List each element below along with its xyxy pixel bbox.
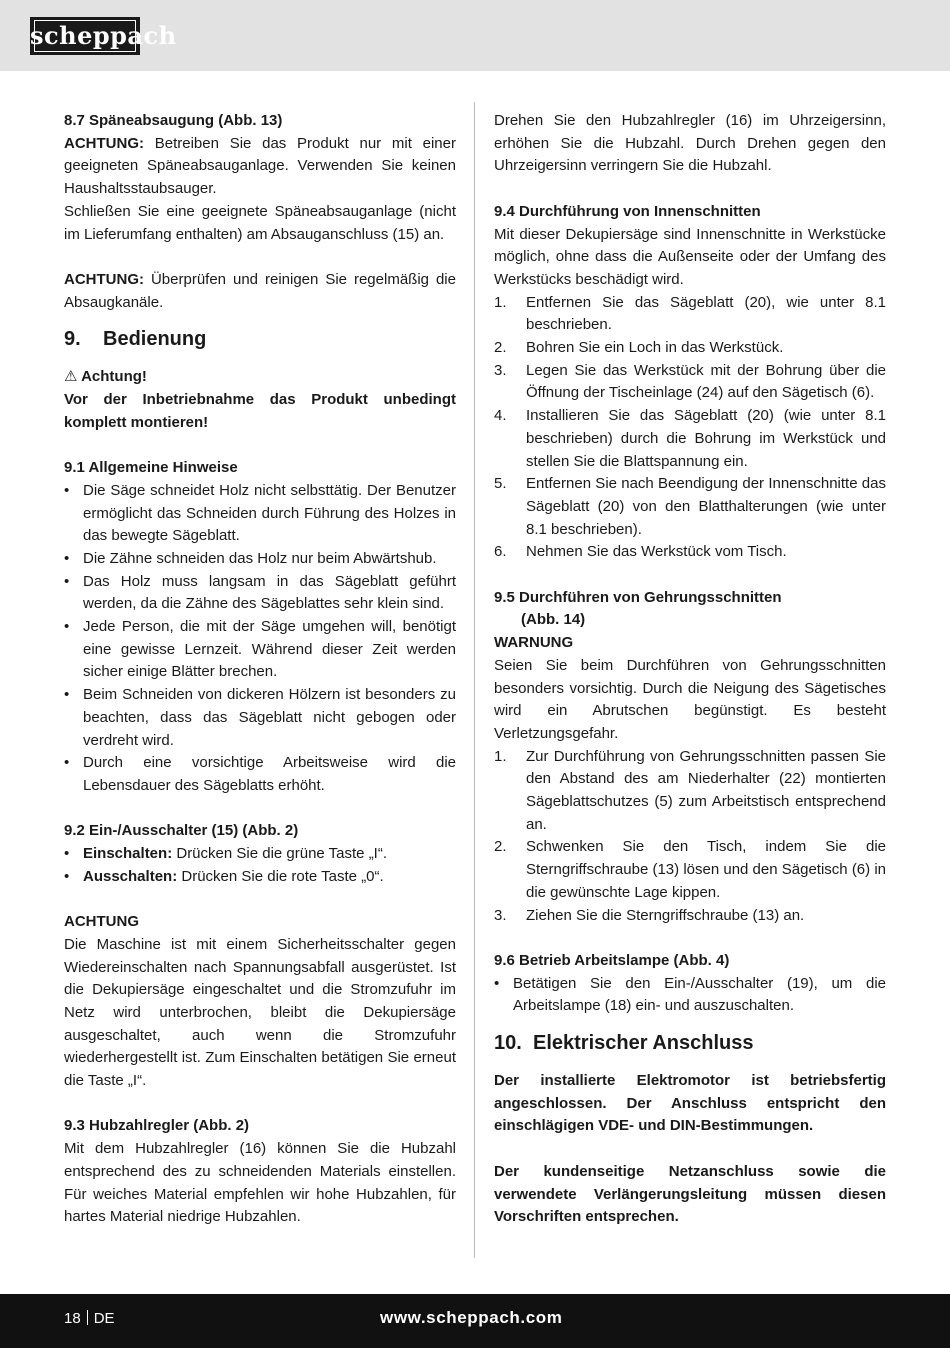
list-item: 1. Entfernen Sie das Sägeblatt (20), wie unter 8.1 beschrieben. xyxy=(494,293,886,334)
work-lamp-list xyxy=(494,973,886,1018)
warning-triangle-icon: ⚠ xyxy=(64,368,78,386)
header-bar xyxy=(0,0,950,71)
list-item: 2. Schwenken Sie den Tisch, indem Sie die Sterngriffschraube (13) lösen und den Sägetisch (6) in die gewünschte Lage kippen. xyxy=(494,838,886,901)
page-number: 18 DE xyxy=(64,1310,115,1327)
scheppach-logo: scheppach xyxy=(30,17,140,55)
list-item: 5. Entfernen Sie nach Beendigung der Innenschnitte das Sägeblatt (20) von den Blatthalterungen (wie unter 8.1 beschrieben). xyxy=(494,475,886,538)
footer-bar xyxy=(0,1294,950,1348)
warning-heading: ⚠ Achtung! xyxy=(64,368,147,386)
list-item: • Jede Person, die mit der Säge umgehen will, benötigt eine gewisse Lernzeit. Während dieser Zeit werden sicher einige Blätter brechen. xyxy=(64,616,456,684)
website-link[interactable]: www.scheppach.com xyxy=(380,1308,563,1327)
section-8-7-paragraph-3: ACHTUNG: Überprüfen und reinigen Sie regelmäßig die Absaugkanäle. xyxy=(64,270,456,311)
miter-cut-steps xyxy=(494,746,886,928)
achtung-text: Die Maschine ist mit einem Sicherheitsschalter gegen Wiedereinschalten nach Spannungsabfall ausgerüstet. Ist die Dekupiersäge eingeschaltet und die Stromzufuhr im Netz wird unterbrochen, bleibt die Dekupiersäge ausgeschaltet, auch wenn die Stromzufuhr wiederhergestellt ist. Zum Einschalten betätigen Sie erneut die Taste „I“. xyxy=(64,935,456,1090)
section-10-paragraph-1: Der installierte Elektromotor ist betriebsfertig angeschlossen. Der Anschluss entspricht den einschlägigen VDE- und DIN-Bestimmungen. xyxy=(494,1072,886,1135)
right-column xyxy=(494,110,886,1229)
section-9-5-title-figure: (Abb. 14) xyxy=(521,611,586,629)
list-item: 6. Nehmen Sie das Werkstück vom Tisch. xyxy=(494,543,787,561)
section-10-paragraph-2: Der kundenseitige Netzanschluss sowie die verwendete Verlängerungsleitung müssen diesen Vorschriften entsprechen. xyxy=(494,1162,886,1226)
section-9-3-text: Mit dem Hubzahlregler (16) können Sie die Hubzahl entsprechend des zu schneidenden Materials einstellen. Für weiches Material empfehlen wir hohe Hubzahlen, für hartes Material niedrige Hubzahlen. xyxy=(64,1140,456,1226)
section-9-5-title: 9.5 Durchführen von Gehrungsschnitten xyxy=(494,588,782,606)
section-8-7-paragraph-2: Schließen Sie eine geeignete Späneabsauganlage (nicht im Lieferumfang enthalten) am Absauganschluss (15) an. xyxy=(64,202,456,243)
list-item: 2. Bohren Sie ein Loch in das Werkstück. xyxy=(494,339,784,357)
list-item: 3. Legen Sie das Werkstück mit der Bohrung über die Öffnung der Tischeinlage (24) auf den Sägetisch (6). xyxy=(494,361,886,402)
warnung-heading: WARNUNG xyxy=(494,634,574,652)
section-9-5-text: Seien Sie beim Durchführen von Gehrungsschnitten besonders vorsichtig. Durch die Neigung des Sägetisches wird ein Abrutschen begünstigt. Es besteht Verletzungsgefahr. xyxy=(494,656,886,742)
inner-cut-steps xyxy=(494,292,886,564)
list-item: • Die Zähne schneiden das Holz nur beim Abwärtshub. xyxy=(64,548,456,571)
list-item: • Durch eine vorsichtige Arbeitsweise wird die Lebensdauer des Sägeblatts erhöht. xyxy=(64,752,456,797)
column-divider xyxy=(474,102,475,1258)
section-9-4-intro: Mit dieser Dekupiersäge sind Innenschnitte in Werkstücke möglich, ohne dass die Außenseite oder der Umfang des Werkstücks beschädigt wird. xyxy=(494,225,886,288)
achtung-heading: ACHTUNG xyxy=(64,913,139,931)
section-9-6-title: 9.6 Betrieb Arbeitslampe (Abb. 4) xyxy=(494,951,730,969)
section-10-heading: 10. Elektrischer Anschluss xyxy=(494,1032,754,1055)
section-9-heading: 9. Bedienung xyxy=(64,328,207,351)
section-9-1-title: 9.1 Allgemeine Hinweise xyxy=(64,459,238,477)
list-item: • Betätigen Sie den Ein-/Ausschalter (19), um die Arbeitslampe (18) ein- und auszuschalten. xyxy=(494,973,886,1018)
list-item: • Die Säge schneidet Holz nicht selbsttätig. Der Benutzer ermöglicht das Schneiden durch Führung des Holzes in das bewegte Sägeblatt. xyxy=(64,480,456,548)
section-8-7-title: 8.7 Späneabsaugung (Abb. 13) xyxy=(64,112,283,129)
list-item: 3. Ziehen Sie die Sterngriffschraube (13) an. xyxy=(494,906,805,924)
general-notes-list xyxy=(64,480,456,798)
list-item: 4. Installieren Sie das Sägeblatt (20) (wie unter 8.1 beschrieben) durch die Bohrung im Werkstück und stellen Sie die Blattspannung ein. xyxy=(494,407,886,470)
left-column xyxy=(64,110,456,1229)
section-9-2-title: 9.2 Ein-/Ausschalter (15) (Abb. 2) xyxy=(64,822,299,840)
list-item: • Beim Schneiden von dickeren Hölzern ist besonders zu beachten, dass das Sägeblatt nicht gebogen oder verdreht wird. xyxy=(64,684,456,752)
switch-list xyxy=(64,843,456,888)
list-item: • Das Holz muss langsam in das Sägeblatt geführt werden, da die Zähne des Sägeblattes sehr klein sind. xyxy=(64,571,456,616)
section-8-7-paragraph-1: ACHTUNG: Betreiben Sie das Produkt nur mit einer geeigneten Späneabsauganlage. Verwenden Sie keinen Haushaltsstaubsauger. xyxy=(64,134,456,198)
list-item: • Einschalten: Drücken Sie die grüne Taste „I“. xyxy=(64,843,456,866)
list-item: • Ausschalten: Drücken Sie die rote Taste „0“. xyxy=(64,866,456,889)
section-9-3-continued: Drehen Sie den Hubzahlregler (16) im Uhrzeigersinn, erhöhen Sie die Hubzahl. Durch Drehen gegen den Uhrzeigersinn verringern Sie die Hubzahl. xyxy=(494,112,886,175)
section-9-4-title: 9.4 Durchführung von Innenschnitten xyxy=(494,202,761,220)
list-item: 1. Zur Durchführung von Gehrungsschnitten passen Sie den Abstand des am Niederhalter (22) montierten Sägeblattschutzes (5) zum Arbeitstisch entsprechend an. xyxy=(494,747,886,833)
section-9-3-title: 9.3 Hubzahlregler (Abb. 2) xyxy=(64,1117,250,1135)
warning-text: Vor der Inbetriebnahme das Produkt unbedingt komplett montieren! xyxy=(64,391,456,431)
